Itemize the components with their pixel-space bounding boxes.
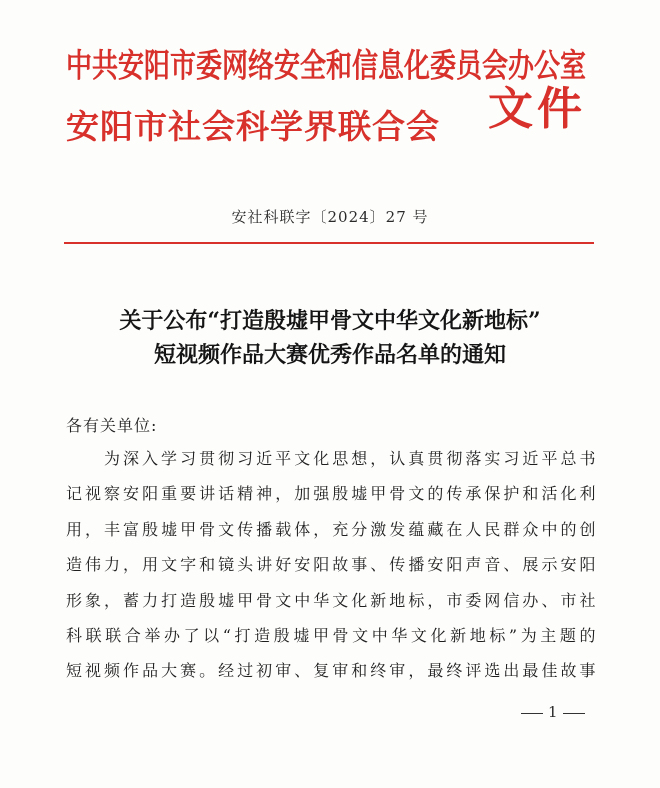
body-line: 造伟力，用文字和镜头讲好安阳故事、传播安阳声音、展示安阳 (66, 555, 596, 575)
body-line: 科联联合举办了以“打造殷墟甲骨文中华文化新地标”为主题的 (66, 625, 596, 645)
document-type-label: 文件 (488, 82, 587, 135)
red-divider-line (64, 242, 594, 244)
body-line: 为深入学习贯彻习近平文化思想，认真贯彻落实习近平总书 (104, 449, 596, 468)
notice-title-line-1: 关于公布“打造殷墟甲骨文中华文化新地标” (119, 308, 541, 334)
issuing-org-line-2: 安阳市社会科学界联合会 (66, 107, 440, 146)
issuing-org-line-1: 中共安阳市委网络安全和信息化委员会办公室 (66, 47, 587, 85)
body-line: 用，丰富殷墟甲骨文传播载体，充分激发蕴藏在人民群众中的创 (66, 519, 596, 539)
page-number (516, 703, 590, 721)
body-text (66, 441, 596, 689)
document-number: 安社科联字〔2024〕27 号 (231, 208, 429, 226)
page-number-dash (521, 713, 543, 714)
page-number-dash (563, 713, 585, 714)
salutation: 各有关单位: (66, 416, 158, 435)
page-number-value: 1 (548, 703, 558, 721)
body-line: 形象，蓄力打造殷墟甲骨文中华文化新地标，市委网信办、市社 (66, 590, 596, 610)
body-line: 记视察安阳重要讲话精神，加强殷墟甲骨文的传承保护和活化利 (66, 484, 596, 504)
notice-title-line-2: 短视频作品大赛优秀作品名单的通知 (153, 342, 506, 368)
body-line: 短视频作品大赛。经过初审、复审和终审，最终评选出最佳故事 (66, 661, 596, 681)
